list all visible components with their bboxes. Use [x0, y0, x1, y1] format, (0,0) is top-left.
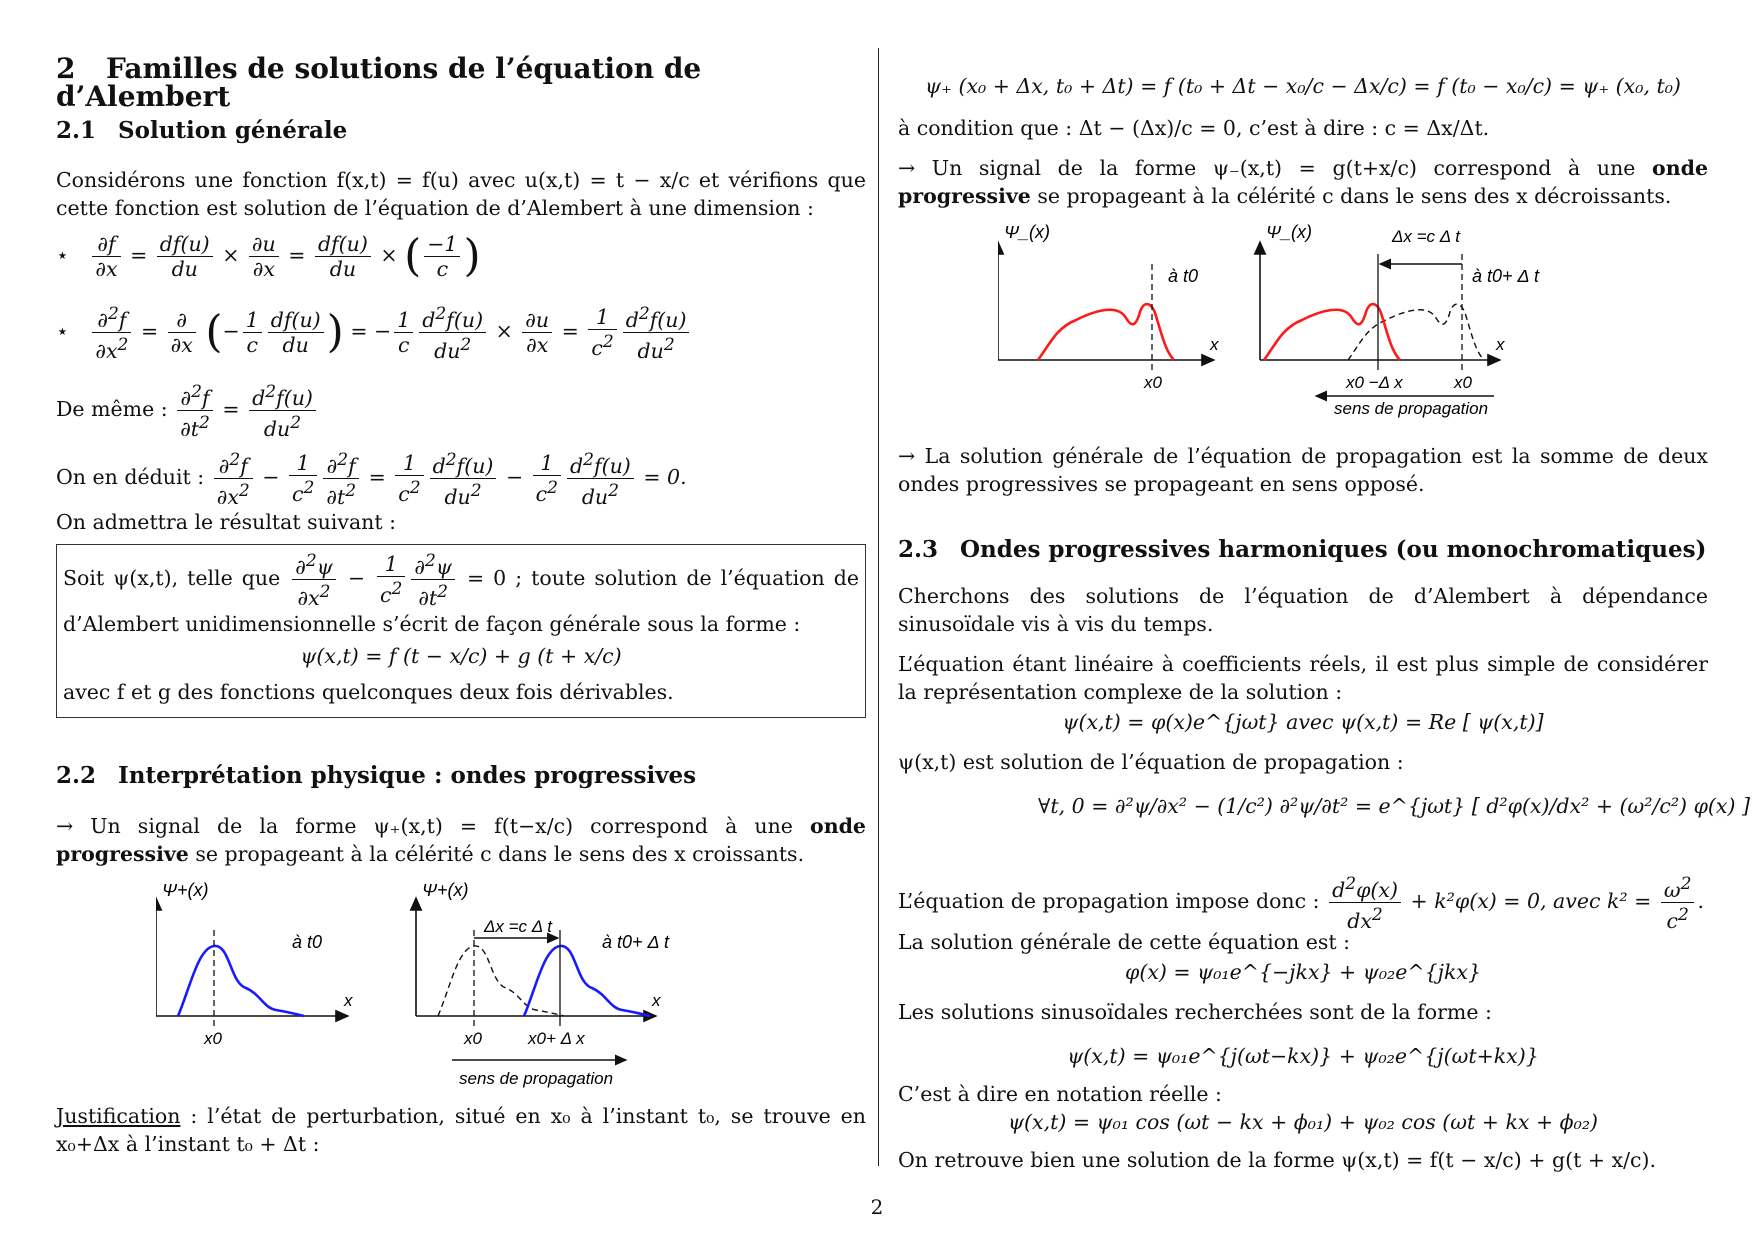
p-minus-text-1: → Un signal de la forme ψ₋(x,t) = g(t+x/c) correspond à une [898, 156, 1636, 180]
paragraph-generale: La solution générale de cette équation est : [898, 930, 1351, 954]
equation-deduction: On en déduit : $\frac{\partial^2f}{\partial x^2}$ − $\frac{1}{c^2}$ $\frac{\partial^2f}{\partial t^2}$ = $\frac{1}{c^2}$ $\frac{d^2f(u)}{du^2}$ − $\frac{1}{c^2}$ $\frac{d^2f(u)}{du^2}$ = 0. [56, 450, 687, 509]
xlabel: x [344, 991, 353, 1010]
paragraph-sinus: Les solutions sinusoïdales recherchées sont de la forme : [898, 1000, 1492, 1024]
t0-label: à t0 [292, 932, 323, 952]
dx-label: Δx =c Δ t [484, 917, 552, 936]
subsection-number: 2.2 [56, 762, 97, 789]
subsection-number: 2.3 [898, 536, 939, 563]
justification-paragraph [56, 1102, 866, 1158]
box-suite: = 0 ; toute solution de l’équation de d’Alembert unidimensionnelle s’écrit de façon générale sous la forme : [63, 565, 859, 636]
pulse-curve [1038, 304, 1174, 360]
subsection-title: Interprétation physique : ondes progressives [118, 762, 697, 789]
box-formula: ψ(x,t) = f (t − x/c) + g (t + x/c) [300, 643, 622, 668]
intro-paragraph: Considérons une fonction f(x,t) = f(u) avec u(x,t) = t − x/c et vérifions que cette fonction est solution de l’équation de d’Alembert à une dimension : [56, 168, 866, 220]
x0-label-2: x0 [464, 1029, 482, 1048]
subsection-title: Solution générale [118, 117, 348, 144]
justification-text: : l’état de perturbation, situé en x₀ à l’instant t₀, se trouve en x₀+Δx à l’instant t₀ + Δt : [56, 1104, 866, 1156]
section-number: 2 [56, 52, 76, 85]
paragraph-impose: L’équation de propagation impose donc : $\frac{d^2\varphi(x)}{dx^2}$ + k²φ(x) = 0, avec k² = $\frac{\omega^2}{c^2}$ . [898, 874, 1704, 933]
equation-sinus: ψ(x,t) = ψ₀₁e^{j(ωt−kx)} + ψ₀₂e^{j(ωt+kx)} [1067, 1044, 1539, 1068]
x0dx-label: x0+ Δ x [528, 1029, 585, 1048]
p-plus-text-1: → Un signal de la forme ψ₊(x,t) = f(t−x/c) correspond à une [56, 814, 793, 838]
x0-label-2: x0 [1454, 373, 1472, 392]
paragraph-sum: → La solution générale de l’équation de propagation est la somme de deux ondes progressives se propageant en sens opposé. [898, 444, 1708, 496]
x0dx-label: x0 −Δ x [1346, 373, 1403, 392]
equation-forall: ∀t, 0 = ∂²ψ/∂x² − (1/c²) ∂²ψ/∂t² = e^{jωt} [ d²φ(x)/dx² + (ω²/c²) φ(x) ] [1038, 794, 1750, 818]
pulse-at-t0 [438, 946, 564, 1016]
pulse-curve [178, 946, 304, 1016]
t0dt-label: à t0+ Δ t [602, 932, 669, 952]
pulse-at-t0-dt [1264, 304, 1400, 360]
p-minus-text-2: se propageant à la célérité c dans le sens des x décroissants. [1037, 184, 1672, 208]
t0dt-label: à t0+ Δ t [1472, 266, 1539, 286]
ylabel-plus-2: Ψ+(x) [422, 880, 469, 900]
x0-label: x0 [204, 1029, 222, 1048]
box-statement: Soit ψ(x,t), telle que $\frac{\partial^2\psi}{\partial x^2}$ − $\frac{1}{c^2}$ $\frac{\partial^2\psi}{\partial t^2}$ = 0 ; toute solution de l’équation de d’Alembert unidimensionnelle s’écrit de façon générale sous la forme : [63, 551, 859, 636]
de-meme-label: De même : [56, 396, 168, 421]
paragraph-lineaire: L’équation étant linéaire à coefficients réels, il est plus simple de considérer la représentation complexe de la solution : [898, 652, 1708, 704]
xlabel: x [1210, 335, 1219, 354]
subsection-heading-2-2 [56, 762, 866, 790]
equation-reelle: ψ(x,t) = ψ₀₁ cos (ωt − kx + ϕ₀₁) + ψ₀₂ cos (ωt + kx + ϕ₀₂) [1007, 1110, 1599, 1134]
paragraph-final: On retrouve bien une solution de la forme ψ(x,t) = f(t − x/c) + g(t + x/c). [898, 1148, 1657, 1172]
impose-text: L’équation de propagation impose donc : [898, 888, 1320, 913]
left-column [56, 0, 866, 1190]
equation-first-derivative: ⋆ $\frac{\partial f}{\partial x}$ = $\frac{df(u)}{du}$ × $\frac{\partial u}{\partial x}$ = $\frac{df(u)}{du}$ × ( $\frac{-1}{c}$ ) [56, 230, 481, 282]
p-plus-text-2: se propageant à la célérité c dans le sens des x croissants. [195, 842, 805, 866]
x0-label: x0 [1144, 373, 1162, 392]
ylabel-minus: Ψ_(x) [1004, 224, 1050, 242]
on-en-deduit-label: On en déduit : [56, 464, 205, 489]
figure-wave-minus [998, 224, 1638, 424]
subsection-number: 2.1 [56, 117, 97, 144]
pulse-at-t0 [1348, 304, 1484, 360]
paragraph-reelle: C’est à dire en notation réelle : [898, 1082, 1222, 1106]
xlabel-2: x [652, 991, 661, 1010]
justification-label: Justification [56, 1104, 181, 1128]
on-admettra: On admettra le résultat suivant : [56, 510, 397, 534]
ylabel-minus-2: Ψ_(x) [1266, 224, 1312, 242]
paragraph-onde-plus [56, 812, 866, 868]
dx-label: Δx =c Δ t [1392, 227, 1460, 246]
pulse-at-t0-dt [524, 946, 650, 1016]
p-minus-bold: onde progressive [898, 156, 1708, 208]
subsection-heading-2-1 [56, 117, 866, 145]
equation-shift: ψ₊ (x₀ + Δx, t₀ + Δt) = f (t₀ + Δt − x₀/c − Δx/c) = f (t₀ − x₀/c) = ψ₊ (x₀, t₀) [925, 74, 1681, 98]
sens-label: sens de propagation [1334, 399, 1489, 418]
equation-general-solution: φ(x) = ψ₀₁e^{−jkx} + ψ₀₂e^{jkx} [1125, 960, 1481, 984]
figure-wave-plus [156, 878, 816, 1094]
right-column [898, 0, 1750, 1190]
page-number: 2 [870, 1195, 884, 1219]
xlabel-2: x [1496, 335, 1505, 354]
paragraph-solution: ψ(x,t) est solution de l’équation de propagation : [898, 750, 1404, 774]
t0-label: à t0 [1168, 266, 1199, 286]
result-box [56, 544, 866, 718]
p-plus-bold: onde progressive [56, 814, 866, 866]
equation-complex: ψ(x,t) = φ(x)e^{jωt} avec ψ(x,t) = Re [ ψ(x,t)] [1062, 710, 1544, 734]
box-soit: Soit ψ(x,t), telle que [63, 565, 281, 590]
equation-second-derivative: ⋆ $\frac{\partial^2f}{\partial x^2}$ = $\frac{\partial}{\partial x}$ (− $\frac{1}{c}$ $\frac{df(u)}{du}$ ) = − $\frac{1}{c}$ $\frac{d^2f(u)}{du^2}$ × $\frac{\partial u}{\partial x}$ = $\frac{1}{c^2}$ $\frac{d^2f(u)}{du^2}$ [56, 302, 866, 363]
paragraph-onde-minus [898, 154, 1708, 210]
paragraph-cherchons: Cherchons des solutions de l’équation de d’Alembert à dépendance sinusoïdale vis à vis du temps. [898, 584, 1708, 636]
ylabel-plus: Ψ+(x) [162, 880, 209, 900]
condition-text: à condition que : Δt − (Δx)/c = 0, c’est à dire : c = Δx/Δt. [898, 116, 1490, 140]
impose-end: + k²φ(x) = 0, avec k² = [1410, 888, 1652, 913]
sens-label: sens de propagation [459, 1069, 614, 1088]
section-heading [56, 52, 866, 113]
column-divider [878, 48, 879, 1166]
section-title: Familles de solutions de l’équation de d’Alembert [56, 52, 702, 113]
subsection-title: Ondes progressives harmoniques (ou monochromatiques) [960, 536, 1707, 563]
subsection-heading-2-3 [898, 536, 1708, 564]
box-conclusion: avec f et g des fonctions quelconques deux fois dérivables. [63, 679, 674, 704]
equation-time-derivative: De même : $\frac{\partial^2f}{\partial t^2}$ = $\frac{d^2f(u)}{du^2}$ [56, 380, 866, 441]
